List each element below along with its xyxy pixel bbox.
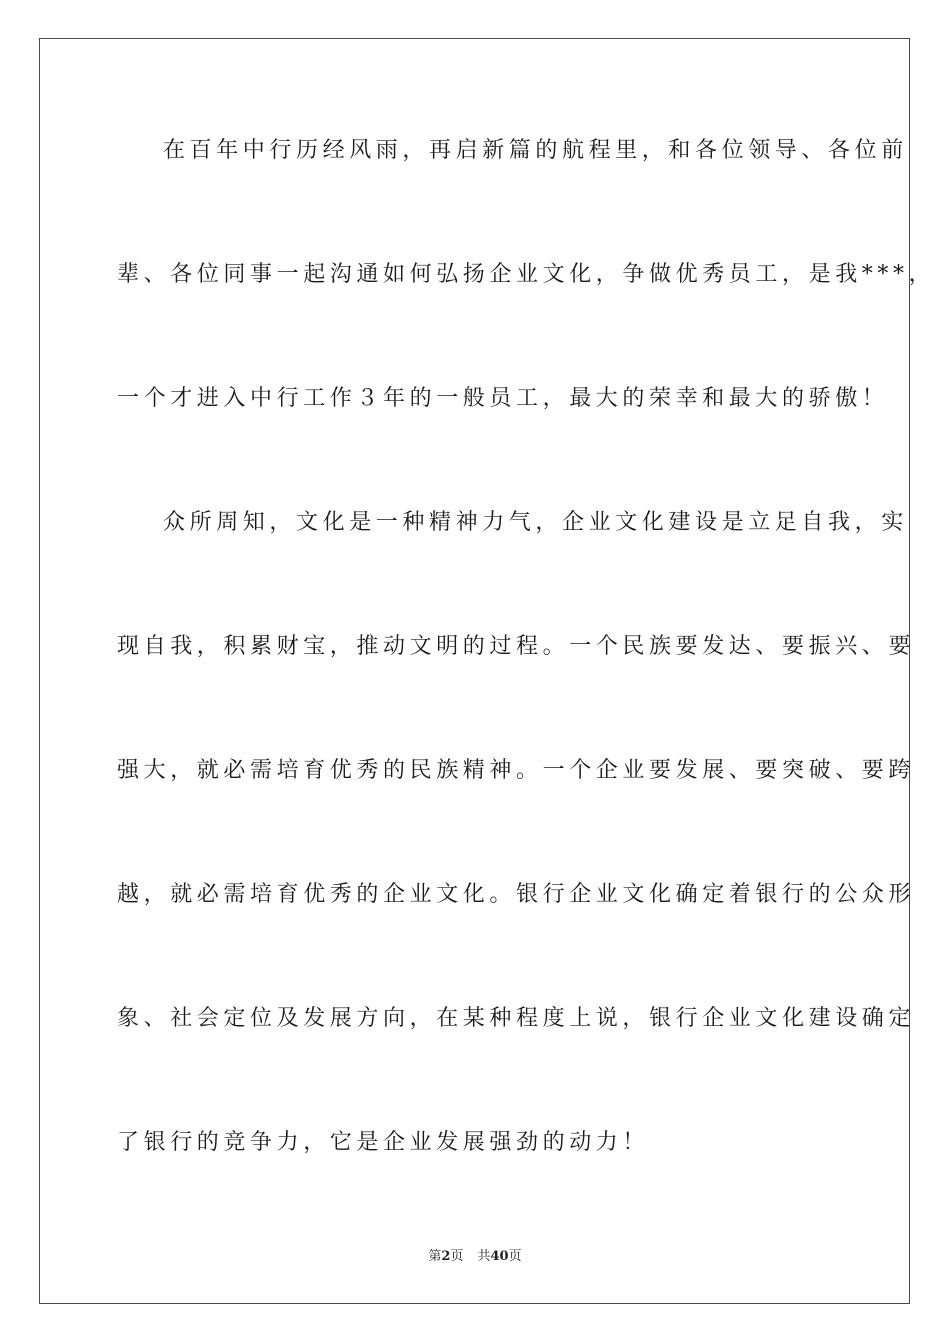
total-pages: 40	[490, 1249, 509, 1264]
paragraph-2-line-3: 强大，就必需培育优秀的民族精神。一个企业要发展、要突破、要跨	[117, 758, 916, 783]
page-frame	[39, 38, 936, 1304]
paragraph-1-line-1: 在百年中行历经风雨，再启新篇的航程里，和各位领导、各位前	[163, 138, 908, 163]
paragraph-2-line-4: 越，就必需培育优秀的企业文化。银行企业文化确定着银行的公众形	[117, 882, 916, 907]
total-suffix: 页	[508, 1249, 522, 1264]
paragraph-2-line-2: 现自我，积累财宝，推动文明的过程。一个民族要发达、要振兴、要	[117, 634, 916, 659]
paragraph-2-line-5: 象、社会定位及发展方向，在某种程度上说，银行企业文化建设确定	[117, 1006, 916, 1031]
paragraph-2-line-6: 了银行的竞争力，它是企业发展强劲的动力！	[117, 1130, 650, 1155]
page-footer	[0, 1248, 950, 1266]
paragraph-1-line-3: 一个才进入中行工作３年的一般员工，最大的荣幸和最大的骄傲！	[117, 386, 889, 411]
page-prefix: 第	[428, 1249, 442, 1264]
total-prefix: 共	[477, 1249, 491, 1264]
page-number: 2	[441, 1249, 451, 1264]
page-suffix: 页	[450, 1249, 464, 1264]
paragraph-1-line-2: 辈、各位同事一起沟通如何弘扬企业文化，争做优秀员工，是我***，	[117, 262, 936, 287]
paragraph-2-line-1: 众所周知，文化是一种精神力气，企业文化建设是立足自我，实	[163, 510, 908, 535]
